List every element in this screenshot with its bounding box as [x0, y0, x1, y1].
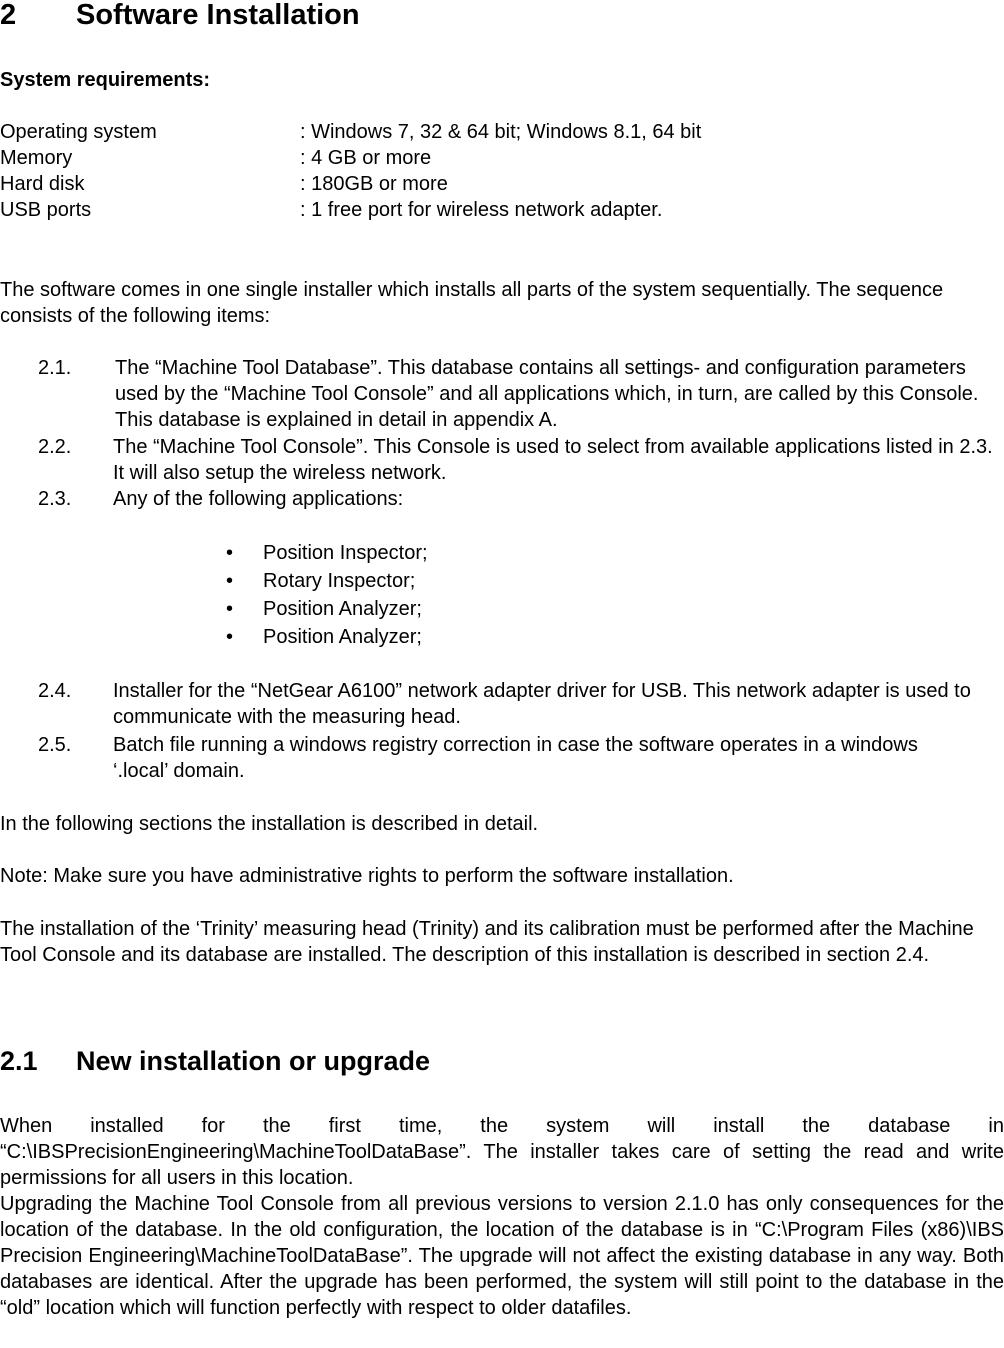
list-item-text: The “Machine Tool Database”. This database contains all settings- and configuration parameters used by the “Machine Tool Console” and all applications which, in turn, are called by this Console. This database is explained in detail in appendix A. [115, 357, 979, 431]
requirement-label-disk: Hard disk [0, 173, 85, 195]
requirements-heading: System requirements: [0, 69, 211, 91]
requirement-value-usb: : 1 free port for wireless network adapter. [300, 199, 663, 221]
note-paragraph: Note: Make sure you have administrative rights to perform the software installation. [0, 865, 734, 887]
list-item-number: 2.5. [38, 734, 72, 756]
new-install-paragraph: When installed for the first time, the system will install the database in “C:\IBSPrecisionEngineering\MachineToolDataBase”. The installer takes care of setting the read and write permissions for all users in this location. [0, 1115, 1004, 1189]
list-item-text: Any of the following applications: [113, 488, 404, 510]
list-item-text: Installer for the “NetGear A6100” network adapter driver for USB. This network adapter is used to communicate with the measuring head. [113, 680, 971, 728]
subsection-title: New installation or upgrade [76, 1046, 431, 1076]
list-item-number: 2.2. [38, 436, 72, 458]
following-sections-paragraph: In the following sections the installation is described in detail. [0, 813, 539, 835]
bullet-item: Position Inspector; [263, 542, 428, 564]
requirement-value-disk: : 180GB or more [300, 173, 448, 195]
requirement-label-os: Operating system [0, 121, 157, 143]
trinity-paragraph: The installation of the ‘Trinity’ measuring head (Trinity) and its calibration must be performed after the Machine Tool Console and its database are installed. The description of this installation is described in section 2.4. [0, 918, 974, 966]
list-item-text: Batch file running a windows registry correction in case the software operates in a windows ‘.local’ domain. [113, 734, 918, 782]
section-title: Software Installation [76, 0, 360, 31]
list-item-number: 2.3. [38, 488, 72, 510]
requirement-value-os: : Windows 7, 32 & 64 bit; Windows 8.1, 64 bit [300, 121, 702, 143]
list-item-text: The “Machine Tool Console”. This Console is used to select from available applications listed in 2.3. It will also setup the wireless network. [113, 436, 993, 484]
bullet-item: Position Analyzer; [263, 598, 422, 620]
list-item-number: 2.1. [38, 357, 72, 379]
section-number: 2 [0, 0, 17, 31]
bullet-icon: • [226, 626, 234, 648]
bullet-item: Position Analyzer; [263, 626, 422, 648]
requirement-label-usb: USB ports [0, 199, 92, 221]
bullet-icon: • [226, 598, 234, 620]
subsection-number: 2.1 [0, 1046, 38, 1076]
list-item-number: 2.4. [38, 680, 72, 702]
bullet-icon: • [226, 542, 234, 564]
intro-paragraph: The software comes in one single installer which installs all parts of the system sequentially. The sequence consists of the following items: [0, 279, 944, 327]
bullet-item: Rotary Inspector; [263, 570, 416, 592]
requirement-label-memory: Memory [0, 147, 73, 169]
requirement-value-memory: : 4 GB or more [300, 147, 432, 169]
bullet-icon: • [226, 570, 234, 592]
upgrade-paragraph: Upgrading the Machine Tool Console from all previous versions to version 2.1.0 has only consequences for the location of the database. In the old configuration, the location of the database is in “C:\Program Files (x86)\IBS Precision Engineering\MachineToolDataBase”. The upgrade will not affect the existing database in any way. Both databases are identical. After the upgrade has been performed, the system will still point to the database in the “old” location which will function perfectly with respect to older datafiles. [0, 1193, 1004, 1319]
